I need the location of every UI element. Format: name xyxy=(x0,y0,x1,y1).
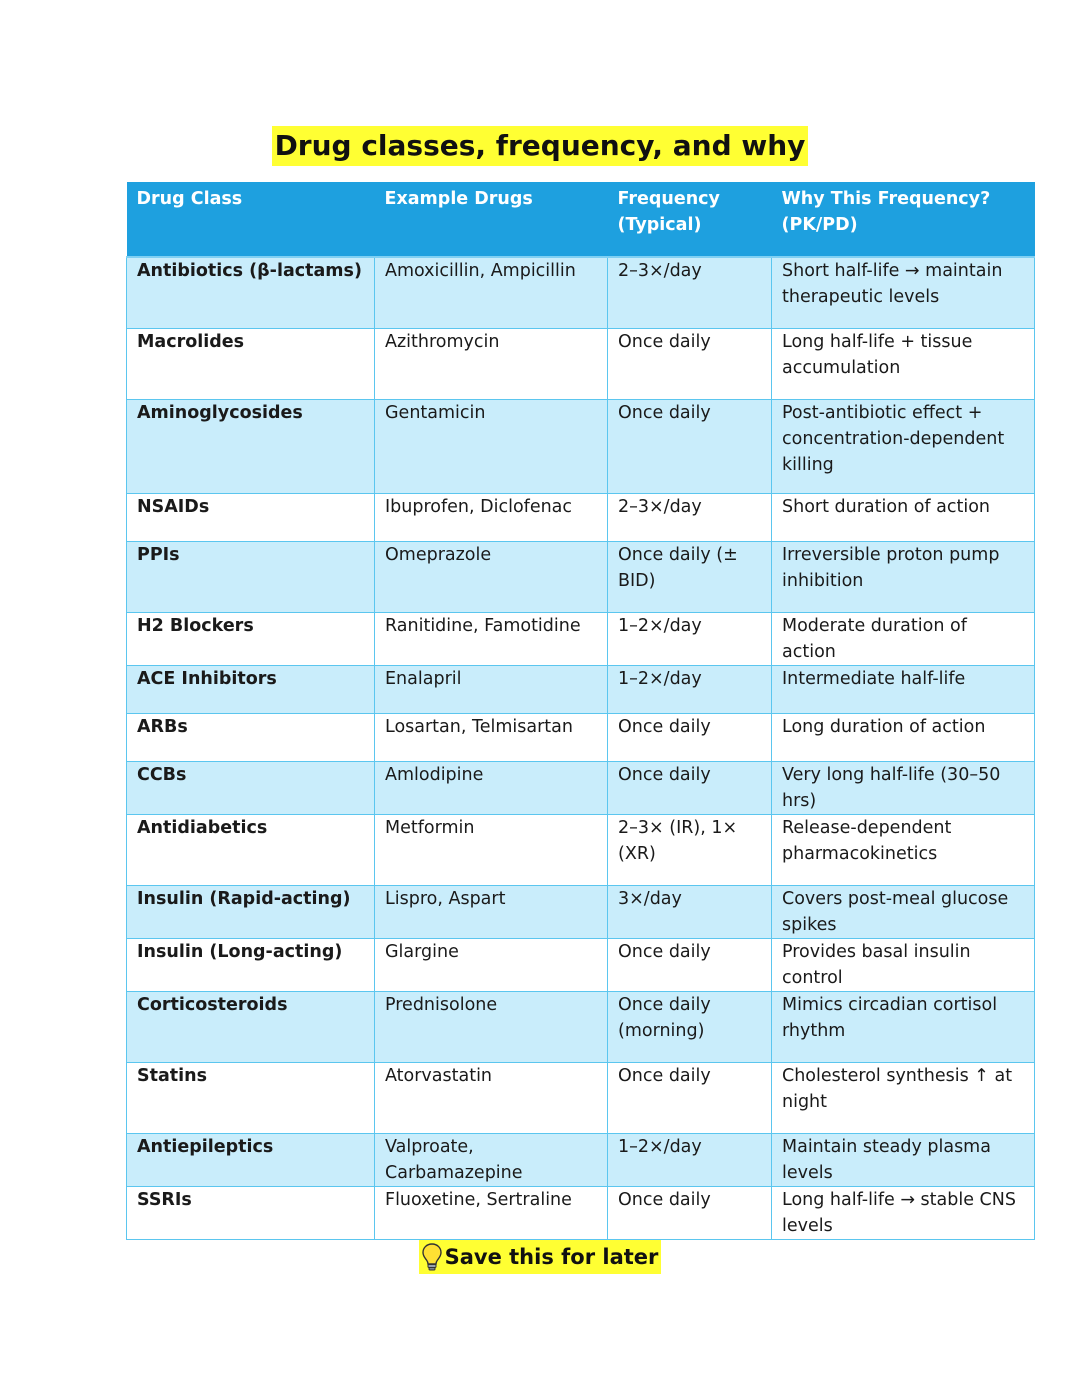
table-row xyxy=(127,938,1035,991)
table-row xyxy=(127,257,1035,328)
table-row xyxy=(127,1133,1035,1186)
cell-example-drugs: Lispro, Aspart xyxy=(375,885,608,938)
cell-drug-class: Corticosteroids xyxy=(127,991,375,1062)
header-frequency: Frequency (Typical) xyxy=(608,182,772,257)
cell-why-frequency: Intermediate half-life xyxy=(772,665,1035,713)
save-note xyxy=(419,1240,662,1274)
cell-why-frequency: Cholesterol synthesis ↑ at night xyxy=(772,1062,1035,1133)
cell-example-drugs: Valproate, Carbamazepine xyxy=(375,1133,608,1186)
cell-example-drugs: Amlodipine xyxy=(375,761,608,814)
cell-drug-class: Macrolides xyxy=(127,328,375,399)
drug-classes-table xyxy=(126,182,1035,1240)
table-row xyxy=(127,612,1035,665)
table-row xyxy=(127,493,1035,541)
cell-drug-class: H2 Blockers xyxy=(127,612,375,665)
cell-example-drugs: Gentamicin xyxy=(375,399,608,493)
cell-example-drugs: Glargine xyxy=(375,938,608,991)
cell-frequency: Once daily xyxy=(608,399,772,493)
title-container xyxy=(0,126,1080,166)
cell-frequency: Once daily xyxy=(608,328,772,399)
cell-example-drugs: Ibuprofen, Diclofenac xyxy=(375,493,608,541)
cell-frequency: 1–2×/day xyxy=(608,1133,772,1186)
cell-frequency: 2–3× (IR), 1× (XR) xyxy=(608,814,772,885)
table-row xyxy=(127,1186,1035,1239)
cell-why-frequency: Very long half-life (30–50 hrs) xyxy=(772,761,1035,814)
cell-frequency: Once daily xyxy=(608,1186,772,1239)
save-note-text: Save this for later xyxy=(444,1245,659,1269)
table-row xyxy=(127,814,1035,885)
cell-frequency: 1–2×/day xyxy=(608,612,772,665)
cell-drug-class: PPIs xyxy=(127,541,375,612)
cell-drug-class: Statins xyxy=(127,1062,375,1133)
cell-drug-class: ACE Inhibitors xyxy=(127,665,375,713)
cell-drug-class: NSAIDs xyxy=(127,493,375,541)
cell-why-frequency: Irreversible proton pump inhibition xyxy=(772,541,1035,612)
cell-why-frequency: Short half-life → maintain therapeutic levels xyxy=(772,257,1035,328)
page-title: Drug classes, frequency, and why xyxy=(272,126,809,166)
cell-frequency: Once daily (morning) xyxy=(608,991,772,1062)
cell-example-drugs: Omeprazole xyxy=(375,541,608,612)
cell-why-frequency: Short duration of action xyxy=(772,493,1035,541)
table-header-row xyxy=(127,182,1035,257)
cell-drug-class: Aminoglycosides xyxy=(127,399,375,493)
header-drug-class: Drug Class xyxy=(127,182,375,257)
cell-drug-class: CCBs xyxy=(127,761,375,814)
cell-example-drugs: Fluoxetine, Sertraline xyxy=(375,1186,608,1239)
cell-why-frequency: Provides basal insulin control xyxy=(772,938,1035,991)
cell-frequency: 1–2×/day xyxy=(608,665,772,713)
cell-example-drugs: Metformin xyxy=(375,814,608,885)
cell-why-frequency: Maintain steady plasma levels xyxy=(772,1133,1035,1186)
table-row xyxy=(127,713,1035,761)
header-why-frequency: Why This Frequency? (PK/PD) xyxy=(772,182,1035,257)
cell-example-drugs: Ranitidine, Famotidine xyxy=(375,612,608,665)
cell-frequency: Once daily xyxy=(608,713,772,761)
cell-example-drugs: Losartan, Telmisartan xyxy=(375,713,608,761)
cell-frequency: Once daily xyxy=(608,938,772,991)
cell-frequency: 3×/day xyxy=(608,885,772,938)
cell-example-drugs: Prednisolone xyxy=(375,991,608,1062)
cell-why-frequency: Post-antibiotic effect + concentration-dependent killing xyxy=(772,399,1035,493)
table-row xyxy=(127,665,1035,713)
cell-example-drugs: Atorvastatin xyxy=(375,1062,608,1133)
cell-why-frequency: Long half-life → stable CNS levels xyxy=(772,1186,1035,1239)
cell-drug-class: Insulin (Rapid-acting) xyxy=(127,885,375,938)
cell-why-frequency: Long half-life + tissue accumulation xyxy=(772,328,1035,399)
cell-drug-class: Antidiabetics xyxy=(127,814,375,885)
table-row xyxy=(127,399,1035,493)
cell-why-frequency: Release-dependent pharmacokinetics xyxy=(772,814,1035,885)
table-row xyxy=(127,991,1035,1062)
lightbulb-icon xyxy=(421,1242,443,1272)
cell-example-drugs: Azithromycin xyxy=(375,328,608,399)
cell-frequency: 2–3×/day xyxy=(608,257,772,328)
cell-drug-class: ARBs xyxy=(127,713,375,761)
table-row xyxy=(127,1062,1035,1133)
header-example-drugs: Example Drugs xyxy=(375,182,608,257)
cell-drug-class: Insulin (Long-acting) xyxy=(127,938,375,991)
cell-frequency: Once daily (± BID) xyxy=(608,541,772,612)
cell-why-frequency: Long duration of action xyxy=(772,713,1035,761)
cell-example-drugs: Enalapril xyxy=(375,665,608,713)
cell-why-frequency: Mimics circadian cortisol rhythm xyxy=(772,991,1035,1062)
cell-frequency: 2–3×/day xyxy=(608,493,772,541)
table-row xyxy=(127,328,1035,399)
cell-why-frequency: Moderate duration of action xyxy=(772,612,1035,665)
cell-frequency: Once daily xyxy=(608,761,772,814)
save-note-container xyxy=(0,1240,1080,1276)
cell-drug-class: Antibiotics (β-lactams) xyxy=(127,257,375,328)
cell-drug-class: Antiepileptics xyxy=(127,1133,375,1186)
cell-why-frequency: Covers post-meal glucose spikes xyxy=(772,885,1035,938)
table-body xyxy=(127,257,1035,1239)
cell-example-drugs: Amoxicillin, Ampicillin xyxy=(375,257,608,328)
table-row xyxy=(127,885,1035,938)
cell-frequency: Once daily xyxy=(608,1062,772,1133)
table-row xyxy=(127,541,1035,612)
table-row xyxy=(127,761,1035,814)
cell-drug-class: SSRIs xyxy=(127,1186,375,1239)
